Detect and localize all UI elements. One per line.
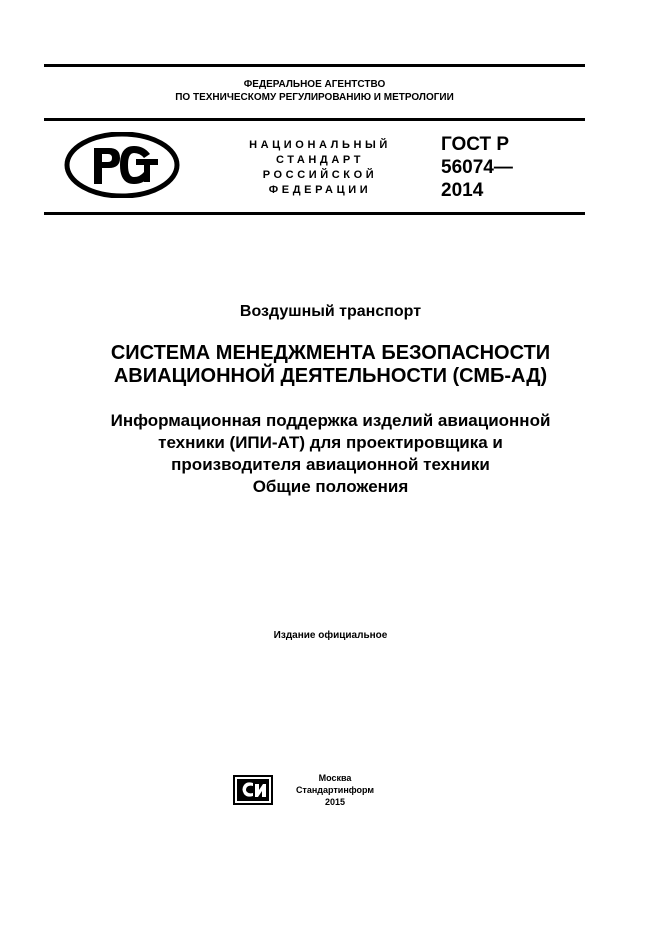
subtitle-line-3: производителя авиационной техники <box>171 455 490 474</box>
national-line-2: СТАНДАРТ <box>275 154 365 166</box>
edition-label: Издание официальное <box>273 630 388 641</box>
gost-line-1: ГОСТ Р <box>441 134 510 155</box>
publisher-year: 2015 <box>324 797 346 807</box>
rst-conformity-mark-icon <box>64 132 180 198</box>
agency-line-1: ФЕДЕРАЛЬНОЕ АГЕНТСТВО <box>243 79 386 90</box>
national-line-4: ФЕДЕРАЦИИ <box>268 184 372 196</box>
standard-rule <box>44 212 585 215</box>
top-rule <box>44 64 585 67</box>
agency-line-2: ПО ТЕХНИЧЕСКОМУ РЕГУЛИРОВАНИЮ И МЕТРОЛОГИИ <box>175 92 454 103</box>
publisher-imprint <box>288 772 382 808</box>
header-rule <box>44 118 585 121</box>
document-title <box>30 342 631 388</box>
subtitle-line-2: техники (ИПИ-АТ) для проектировщика и <box>158 433 503 452</box>
subtitle-line-1: Информационная поддержка изделий авиационной <box>110 411 551 430</box>
national-line-3: РОССИЙСКОЙ <box>262 169 378 181</box>
title-line-1: СИСТЕМА МЕНЕДЖМЕНТА БЕЗОПАСНОСТИ <box>110 342 551 364</box>
document-subtitle <box>30 410 631 498</box>
gost-line-3: 2014 <box>441 180 484 201</box>
publisher-name: Стандартинформ <box>295 785 375 795</box>
subtitle-line-4: Общие положения <box>252 477 409 496</box>
gost-line-2: 56074— <box>441 157 513 178</box>
national-line-1: НАЦИОНАЛЬНЫЙ <box>249 139 391 151</box>
agency-header <box>44 78 585 104</box>
gost-number <box>441 133 513 202</box>
standartinform-logo-icon <box>233 775 273 805</box>
title-line-2: АВИАЦИОННОЙ ДЕЯТЕЛЬНОСТИ (СМБ-АД) <box>113 365 548 387</box>
national-standard-label <box>222 138 418 198</box>
publisher-city: Москва <box>318 773 352 783</box>
document-subject: Воздушный транспорт <box>239 303 422 320</box>
